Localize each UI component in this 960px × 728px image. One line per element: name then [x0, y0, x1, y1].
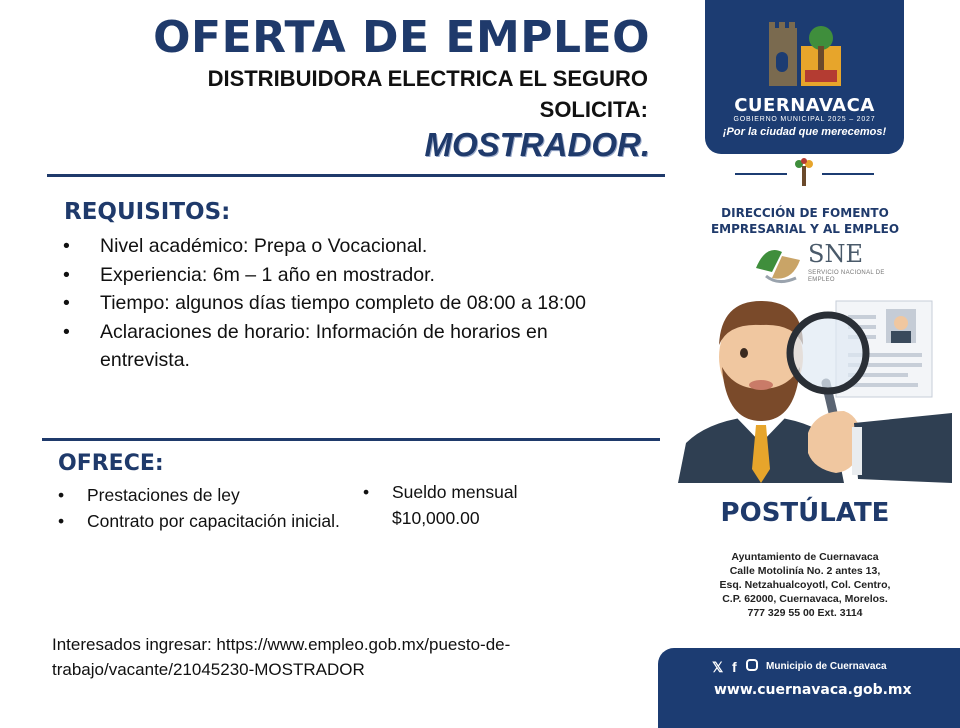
address-block: Ayuntamiento de Cuernavaca Calle Motolinía No. 2 antes 13, Esq. Netzahualcoyotl, Col. Centro, C.P. 62000, Cuernavaca, Morelos. 777 329 55 00 Ext. 3114 [719, 551, 891, 619]
ofrece-list-left [58, 482, 348, 534]
handshake-icon [752, 238, 804, 288]
job-position: MOSTRADOR. [424, 126, 650, 163]
municipal-badge [705, 0, 904, 154]
recruiter-illustration [676, 293, 952, 483]
page-title: OFERTA DE EMPLEO [153, 12, 650, 63]
header-divider [47, 174, 665, 177]
sne-subtitle: SERVICIO NACIONAL DE EMPLEO [808, 270, 885, 283]
website-link[interactable]: www.cuernavaca.gob.mx [714, 682, 912, 698]
list-item: • Tiempo: algunos días tiempo completo de 08:00 a 18:00 [64, 289, 639, 318]
list-item: • Contrato por capacitación inicial. [58, 508, 348, 534]
apply-title: POSTÚLATE [720, 498, 890, 528]
social-label: Municipio de Cuernavaca [766, 661, 887, 672]
ofrece-list-right [363, 479, 563, 531]
x-icon[interactable]: 𝕏 [712, 659, 724, 675]
instagram-icon[interactable] [746, 659, 758, 671]
ornament-line-right [822, 173, 874, 175]
company-name: DISTRIBUIDORA ELECTRICA EL SEGURO [207, 66, 648, 91]
city-name: CUERNAVACA [734, 95, 875, 116]
facebook-icon[interactable]: f [732, 659, 737, 675]
sne-logo-text: SNE [808, 240, 863, 268]
slogan: ¡Por la ciudad que merecemos! [722, 126, 887, 138]
requisitos-heading: REQUISITOS: [64, 199, 231, 225]
section-divider [42, 438, 660, 441]
list-item: • Nivel académico: Prepa o Vocacional. [64, 232, 639, 261]
list-item: • Aclaraciones de horario: Información de horarios en entrevista. [64, 318, 639, 375]
list-item: • Prestaciones de ley [58, 482, 348, 508]
social-footer [658, 648, 960, 728]
ornament-line-left [735, 173, 787, 175]
list-item: • Sueldo mensual $10,000.00 [363, 479, 563, 531]
solicita-label: SOLICITA: [539, 97, 648, 122]
direction-title: DIRECCIÓN DE FOMENTO EMPRESARIAL Y AL EMPLEO [710, 206, 900, 236]
gov-period: GOBIERNO MUNICIPAL 2025 – 2027 [733, 116, 876, 123]
application-link[interactable]: Interesados ingresar: https://www.empleo.gob.mx/puesto-de-trabajo/vacante/21045230-MOSTRADOR [52, 635, 511, 679]
ofrece-heading: OFRECE: [58, 451, 164, 476]
list-item: • Experiencia: 6m – 1 año en mostrador. [64, 261, 639, 290]
municipal-crest-icon [767, 18, 843, 90]
plant-ornament-icon [793, 158, 815, 188]
requisitos-list [64, 232, 639, 375]
